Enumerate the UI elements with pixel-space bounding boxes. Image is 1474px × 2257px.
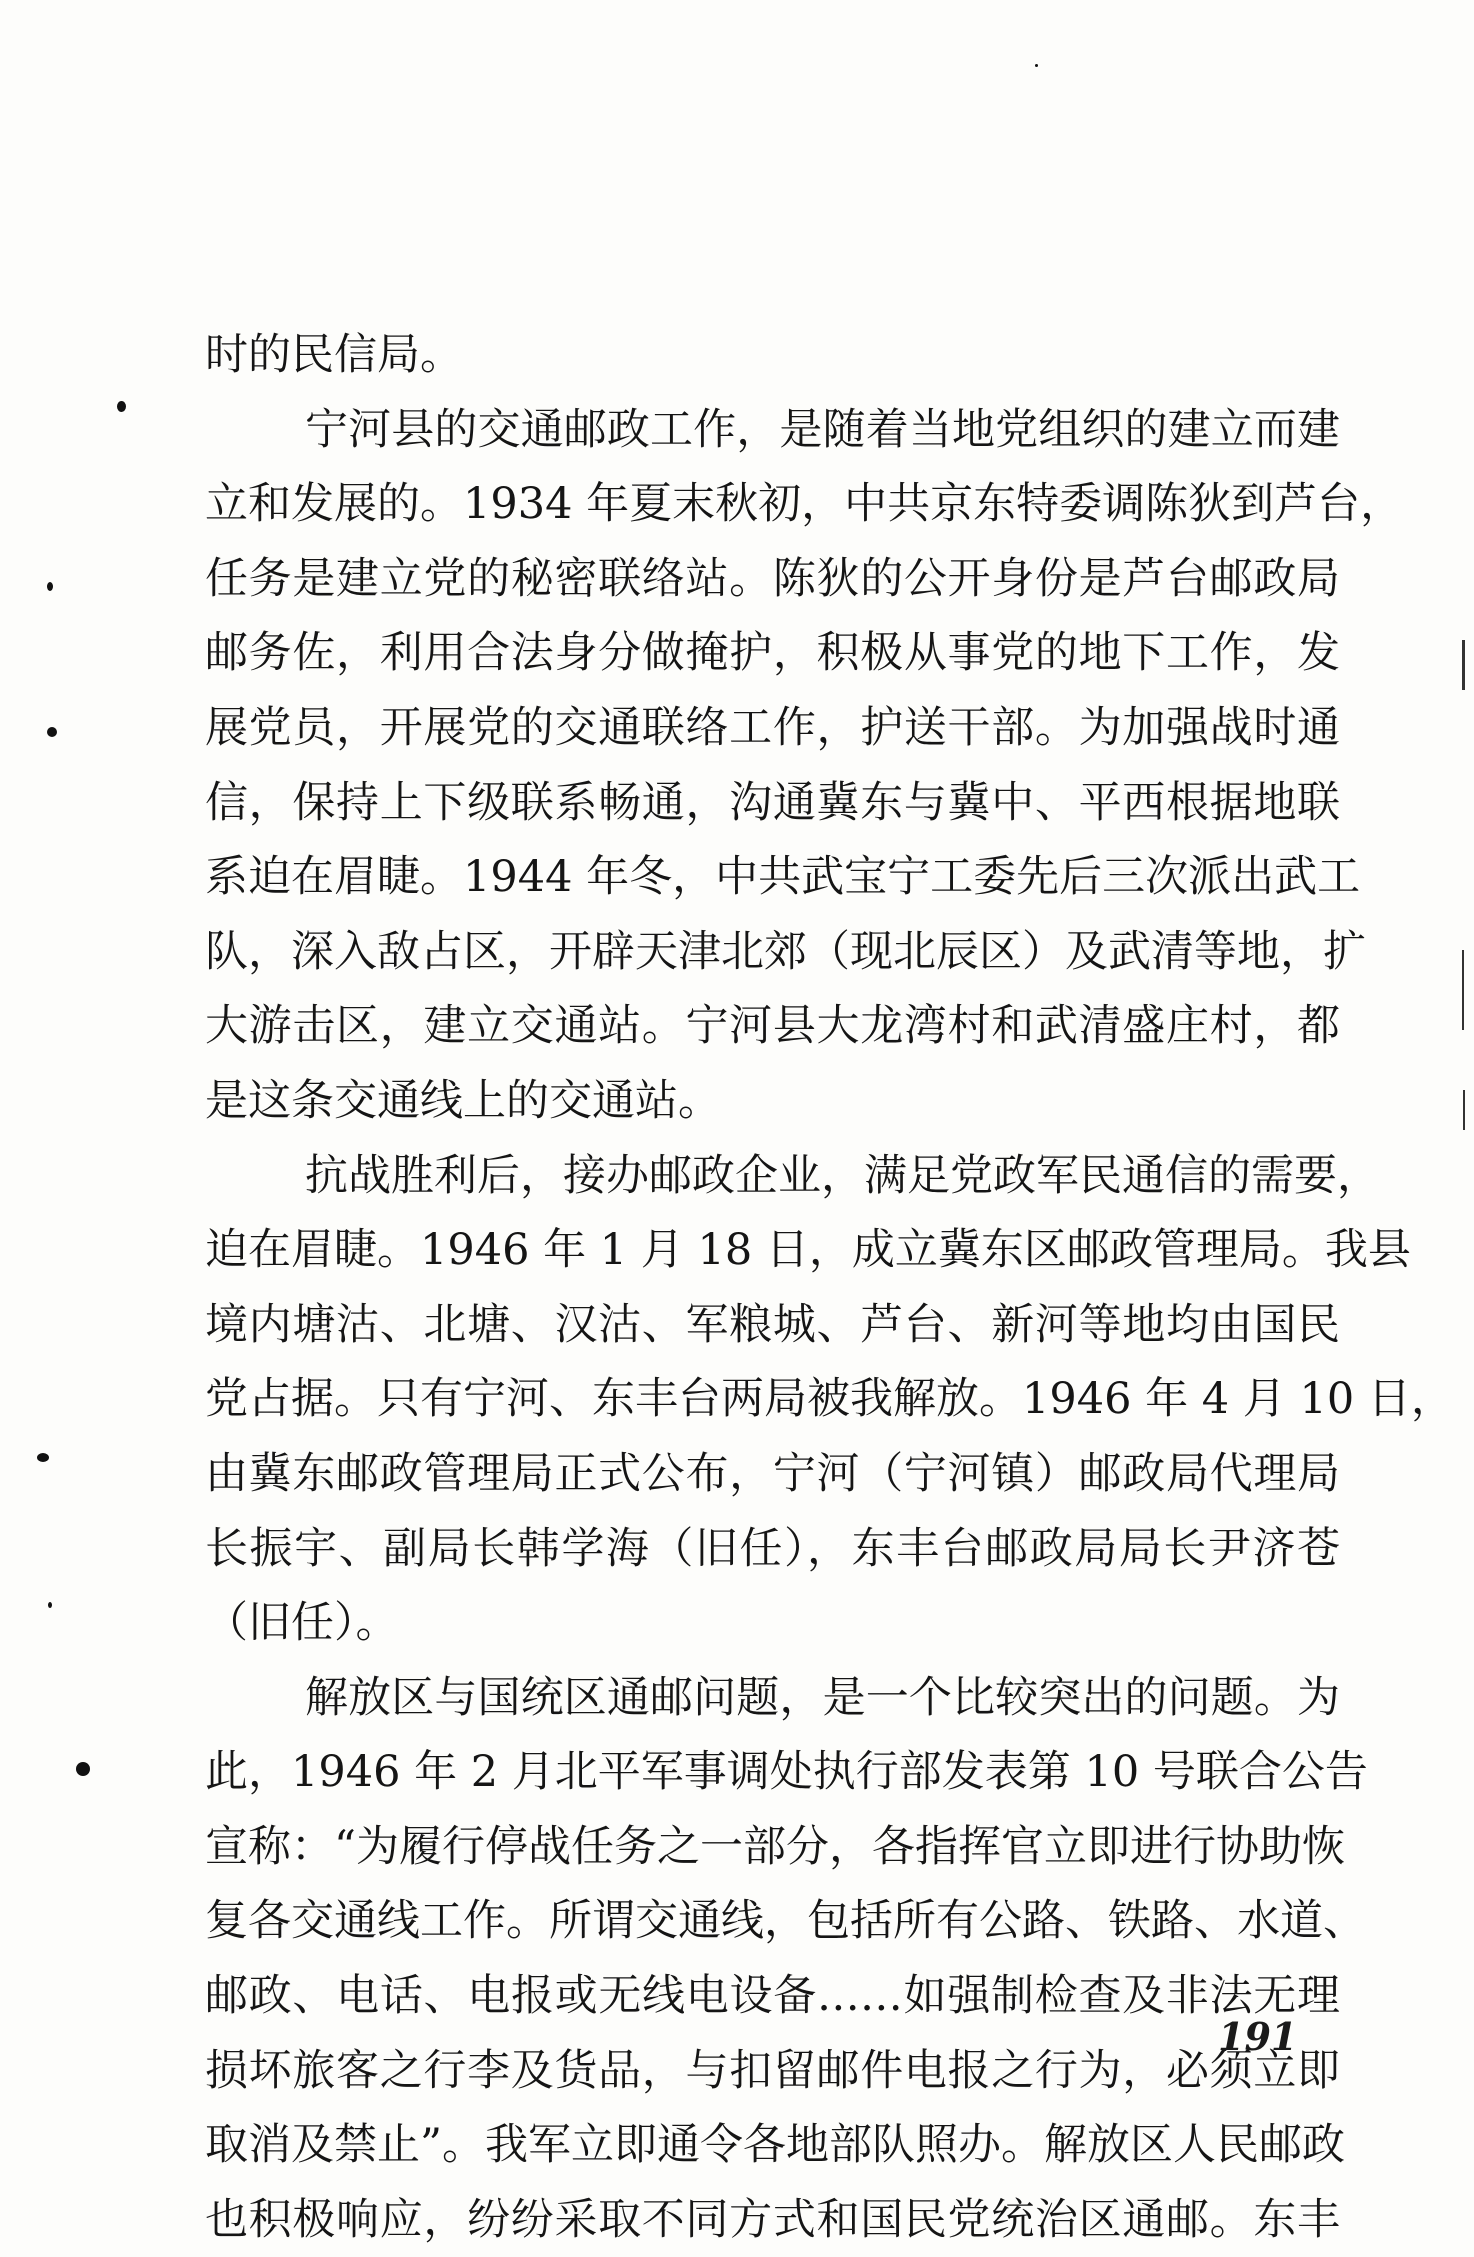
text-line: 宣称：“为履行停战任务之一部分，各指挥官立即进行协助恢 xyxy=(205,1821,1345,1872)
text-line: 也积极响应，纷纷采取不同方式和国民党统治区通邮。东丰 xyxy=(205,2194,1340,2245)
text-line: 展党员，开展党的交通联络工作，护送干部。为加强战时通 xyxy=(205,702,1340,753)
scan-speck xyxy=(47,582,53,591)
paragraph-end-line: 是这条交通线上的交通站。 xyxy=(205,1075,721,1126)
text-line: 取消及禁止”。我军立即通令各地部队照办。解放区人民邮政 xyxy=(205,2120,1345,2171)
scan-speck xyxy=(37,1453,49,1462)
paragraph-start-line: 宁河县的交通邮政工作，是随着当地党组织的建立而建 xyxy=(305,404,1340,455)
scan-edge-mark xyxy=(1462,950,1464,1030)
text-line: 时的民信局。 xyxy=(205,330,463,380)
scan-speck xyxy=(76,1762,90,1776)
scan-speck xyxy=(1035,64,1038,67)
text-line: 党占据。只有宁河、东丰台两局被我解放。1946 年 4 月 10 日， xyxy=(205,1374,1454,1425)
text-line: 邮政、电话、电报或无线电设备……如强制检查及非法无理 xyxy=(205,1971,1340,2022)
text-line: 任务是建立党的秘密联络站。陈狄的公开身份是芦台邮政局 xyxy=(205,553,1340,604)
scan-edge-mark xyxy=(1462,640,1465,690)
paragraph-start-line: 解放区与国统区通邮问题，是一个比较突出的问题。为 xyxy=(305,1672,1340,1723)
text-line: 系迫在眉睫。1944 年冬，中共武宝宁工委先后三次派出武工 xyxy=(205,852,1361,903)
text-line: 迫在眉睫。1946 年 1 月 18 日，成立冀东区邮政管理局。我县 xyxy=(205,1225,1411,1276)
scan-speck xyxy=(48,1602,52,1608)
scan-edge-mark xyxy=(1463,1090,1465,1130)
scan-speck xyxy=(117,401,126,412)
text-line: 长振宇、副局长韩学海（旧任），东丰台邮政局局长尹济苍 xyxy=(205,1523,1340,1574)
text-line: 境内塘沽、北塘、汉沽、军粮城、芦台、新河等地均由国民 xyxy=(205,1299,1340,1350)
paragraph-start-line: 抗战胜利后，接办邮政企业，满足党政军民通信的需要， xyxy=(305,1150,1380,1201)
paragraph-end-line: （旧任）。 xyxy=(205,1598,399,1649)
page-number: 191 xyxy=(1218,2014,1298,2059)
text-line: 损坏旅客之行李及货品，与扣留邮件电报之行为，必须立即 xyxy=(205,2045,1340,2096)
text-line: 队，深入敌占区，开辟天津北郊（现北辰区）及武清等地，扩 xyxy=(205,926,1366,977)
text-line: 邮务佐，利用合法身分做掩护，积极从事党的地下工作，发 xyxy=(205,628,1340,679)
scan-speck xyxy=(47,727,57,737)
text-line: 复各交通线工作。所谓交通线，包括所有公路、铁路、水道、 xyxy=(205,1896,1366,1947)
text-line: 信，保持上下级联系畅通，沟通冀东与冀中、平西根据地联 xyxy=(205,777,1340,828)
text-line: 立和发展的。1934 年夏末秋初，中共京东特委调陈狄到芦台， xyxy=(205,479,1404,530)
text-line: 大游击区，建立交通站。宁河县大龙湾村和武清盛庄村，都 xyxy=(205,1001,1340,1052)
text-line: 由冀东邮政管理局正式公布，宁河（宁河镇）邮政局代理局 xyxy=(205,1448,1340,1499)
text-line: 此，1946 年 2 月北平军事调处执行部发表第 10 号联合公告 xyxy=(205,1747,1368,1798)
body-text xyxy=(205,318,1454,2257)
